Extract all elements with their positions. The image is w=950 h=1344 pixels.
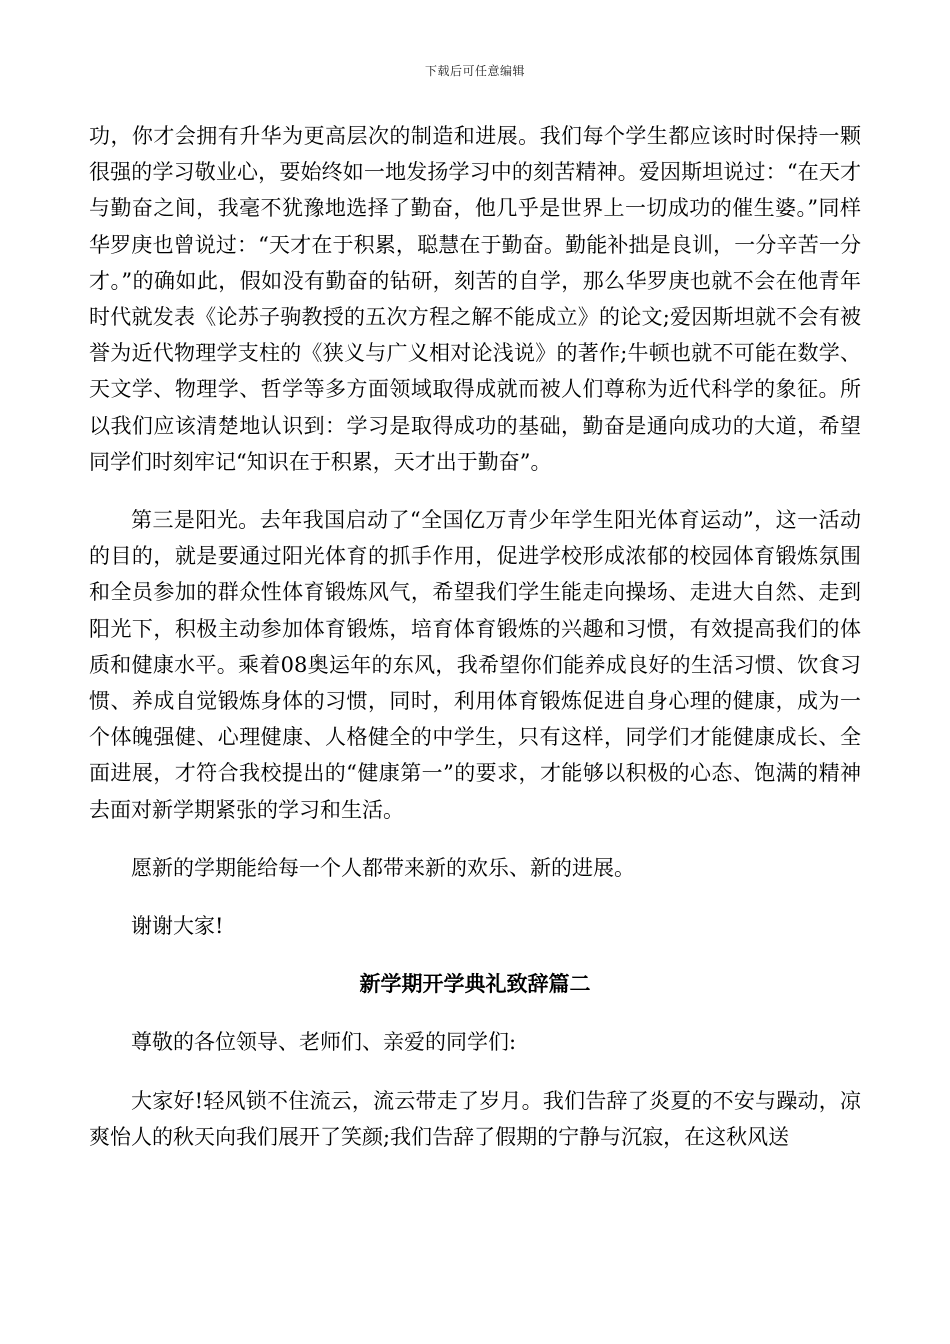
paragraph-sunshine: 第三是阳光。去年我国启动了“全国亿万青少年学生阳光体育运动”，这一活动的目的，就是要通过阳光体育的抓手作用，促进学校形成浓郁的校园体育锻炼氛围和全员参加的群众性体育锻炼风气，希望我们学生能走向操场、走进大自然、走到阳光下，积极主动参加体育锻炼，培育体育锻炼的兴趣和习惯，有效提高我们的体质和健康水平。乘着08奥运年的东风，我希望你们能养成良好的生活习惯、饮食习惯、养成自觉锻炼身体的习惯，同时，利用体育锻炼促进自身心理的健康，成为一个体魄强健、心理健康、人格健全的中学生，只有这样，同学们才能健康成长、全面进展，才符合我校提出的“健康第一”的要求，才能够以积极的心态、饱满的精神去面对新学期紧张的学习和生活。: [89, 508, 861, 822]
salutation: 尊敬的各位领导、老师们、亲爱的同学们:: [131, 1030, 517, 1055]
paragraph-opening: 大家好!轻风锁不住流云，流云带走了岁月。我们告辞了炎夏的不安与躁动，凉爽怡人的秋天向我们展开了笑颜;我们告辞了假期的宁静与沉寂，在这秋风送: [89, 1088, 861, 1149]
page-header: 下载后可任意编辑: [424, 64, 525, 78]
paragraph-wish: 愿新的学期能给每一个人都带来新的欢乐、新的进展。: [131, 855, 635, 880]
section-title: 新学期开学典礼致辞篇二: [359, 971, 591, 997]
paragraph-continuation: 功，你才会拥有升华为更高层次的制造和进展。我们每个学生都应该时时保持一颗很强的学习敬业心，要始终如一地发扬学习中的刻苦精神。爱因斯坦说过：“在天才与勤奋之间，我毫不犹豫地选择了勤奋，他几乎是世界上一切成功的催生婆。”同样华罗庚也曾说过：“天才在于积累，聪慧在于勤奋。勤能补拙是良训，一分辛苦一分才。”的确如此，假如没有勤奋的钻研，刻苦的自学，那么华罗庚也就不会在他青年时代就发表《论苏子驹教授的五次方程之解不能成立》的论文;爱因斯坦就不会有被誉为近代物理学支柱的《狭义与广义相对论浅说》的著作;牛顿也就不可能在数学、天文学、物理学、哲学等多方面领域取得成就而被人们尊称为近代科学的象征。所以我们应该清楚地认识到：学习是取得成功的基础，勤奋是通向成功的大道，希望同学们时刻牢记“知识在于积累，天才出于勤奋”。: [89, 124, 861, 474]
paragraph-thanks: 谢谢大家!: [131, 914, 224, 939]
document-body: [89, 118, 861, 1155]
